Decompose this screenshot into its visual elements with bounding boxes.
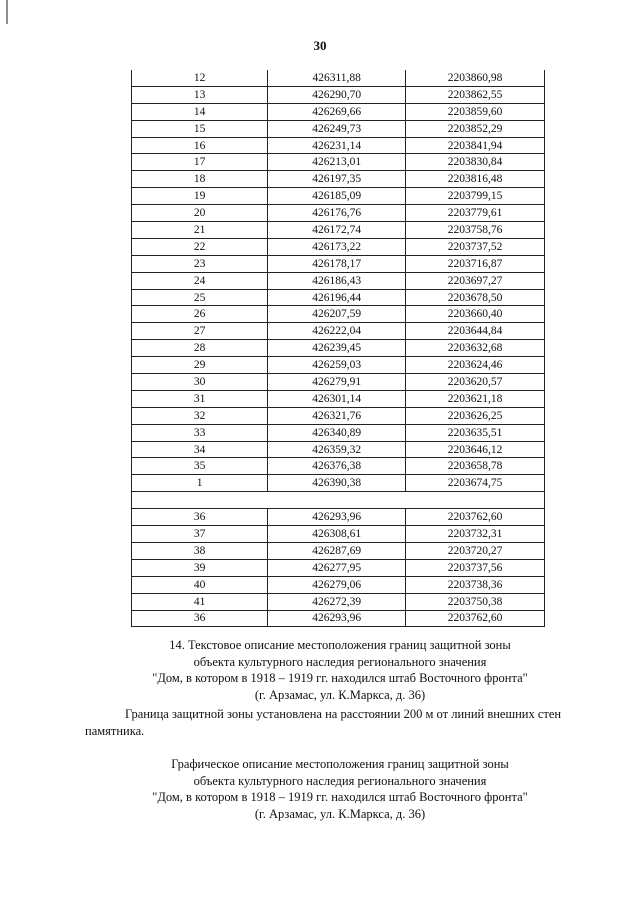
- y-coordinate-cell: 2203646,12: [406, 441, 545, 458]
- table-row: [132, 475, 545, 492]
- separator-cell: [132, 492, 545, 509]
- table-row: [132, 154, 545, 171]
- point-number-cell: 23: [132, 255, 268, 272]
- y-coordinate-cell: 2203716,87: [406, 255, 545, 272]
- point-number-cell: 12: [132, 70, 268, 86]
- table-row: [132, 526, 545, 543]
- x-coordinate-cell: 426359,32: [268, 441, 406, 458]
- y-coordinate-cell: 2203732,31: [406, 526, 545, 543]
- point-number-cell: 20: [132, 205, 268, 222]
- point-number-cell: 36: [132, 509, 268, 526]
- x-coordinate-cell: 426231,14: [268, 137, 406, 154]
- y-coordinate-cell: 2203737,56: [406, 559, 545, 576]
- point-number-cell: 15: [132, 120, 268, 137]
- x-coordinate-cell: 426173,22: [268, 238, 406, 255]
- x-coordinate-cell: 426269,66: [268, 103, 406, 120]
- x-coordinate-cell: 426186,43: [268, 272, 406, 289]
- point-number-cell: 13: [132, 86, 268, 103]
- x-coordinate-cell: 426277,95: [268, 559, 406, 576]
- y-coordinate-cell: 2203737,52: [406, 238, 545, 255]
- x-coordinate-cell: 426172,74: [268, 222, 406, 239]
- y-coordinate-cell: 2203658,78: [406, 458, 545, 475]
- section-14-line-3: "Дом, в котором в 1918 – 1919 гг. находился штаб Восточного фронта": [152, 671, 528, 685]
- x-coordinate-cell: 426390,38: [268, 475, 406, 492]
- y-coordinate-cell: 2203750,38: [406, 593, 545, 610]
- x-coordinate-cell: 426301,14: [268, 390, 406, 407]
- x-coordinate-cell: 426213,01: [268, 154, 406, 171]
- x-coordinate-cell: 426259,03: [268, 357, 406, 374]
- point-number-cell: 37: [132, 526, 268, 543]
- table-row: [132, 542, 545, 559]
- y-coordinate-cell: 2203620,57: [406, 374, 545, 391]
- y-coordinate-cell: 2203862,55: [406, 86, 545, 103]
- table-row: [132, 610, 545, 627]
- x-coordinate-cell: 426376,38: [268, 458, 406, 475]
- table-row: [132, 137, 545, 154]
- x-coordinate-cell: 426290,70: [268, 86, 406, 103]
- x-coordinate-cell: 426279,06: [268, 576, 406, 593]
- table-row: [132, 357, 545, 374]
- table-row: [132, 441, 545, 458]
- table-row: [132, 559, 545, 576]
- page-number: 30: [313, 38, 327, 53]
- x-coordinate-cell: 426176,76: [268, 205, 406, 222]
- point-number-cell: 41: [132, 593, 268, 610]
- y-coordinate-cell: 2203674,75: [406, 475, 545, 492]
- graphic-line-3: "Дом, в котором в 1918 – 1919 гг. находился штаб Восточного фронта": [152, 790, 528, 804]
- table-row: [132, 255, 545, 272]
- table-row: [132, 272, 545, 289]
- x-coordinate-cell: 426287,69: [268, 542, 406, 559]
- y-coordinate-cell: 2203762,60: [406, 509, 545, 526]
- y-coordinate-cell: 2203830,84: [406, 154, 545, 171]
- point-number-cell: 19: [132, 188, 268, 205]
- point-number-cell: 27: [132, 323, 268, 340]
- x-coordinate-cell: 426185,09: [268, 188, 406, 205]
- x-coordinate-cell: 426272,39: [268, 593, 406, 610]
- point-number-cell: 39: [132, 559, 268, 576]
- x-coordinate-cell: 426222,04: [268, 323, 406, 340]
- table-row: [132, 103, 545, 120]
- point-number-cell: 32: [132, 407, 268, 424]
- x-coordinate-cell: 426197,35: [268, 171, 406, 188]
- y-coordinate-cell: 2203859,60: [406, 103, 545, 120]
- table-row: [132, 593, 545, 610]
- graphic-description-heading: [60, 756, 620, 822]
- point-number-cell: 1: [132, 475, 268, 492]
- y-coordinate-cell: 2203799,15: [406, 188, 545, 205]
- x-coordinate-cell: 426249,73: [268, 120, 406, 137]
- point-number-cell: 38: [132, 542, 268, 559]
- y-coordinate-cell: 2203660,40: [406, 306, 545, 323]
- table-row: [132, 390, 545, 407]
- point-number-cell: 22: [132, 238, 268, 255]
- section-14-line-1: 14. Текстовое описание местоположения границ защитной зоны: [169, 638, 511, 652]
- point-number-cell: 16: [132, 137, 268, 154]
- y-coordinate-cell: 2203758,76: [406, 222, 545, 239]
- table-row: [132, 86, 545, 103]
- point-number-cell: 24: [132, 272, 268, 289]
- graphic-line-2: объекта культурного наследия регионального значения: [193, 773, 487, 788]
- y-coordinate-cell: 2203624,46: [406, 357, 545, 374]
- zone-boundary-paragraph: [85, 706, 595, 723]
- table-row: [132, 188, 545, 205]
- y-coordinate-cell: 2203720,27: [406, 542, 545, 559]
- y-coordinate-cell: 2203779,61: [406, 205, 545, 222]
- x-coordinate-cell: 426178,17: [268, 255, 406, 272]
- table-separator-row: [132, 492, 545, 509]
- point-number-cell: 34: [132, 441, 268, 458]
- x-coordinate-cell: 426340,89: [268, 424, 406, 441]
- point-number-cell: 40: [132, 576, 268, 593]
- y-coordinate-cell: 2203632,68: [406, 340, 545, 357]
- y-coordinate-cell: 2203852,29: [406, 120, 545, 137]
- coordinates-table: [131, 70, 545, 627]
- y-coordinate-cell: 2203678,50: [406, 289, 545, 306]
- point-number-cell: 21: [132, 222, 268, 239]
- y-coordinate-cell: 2203738,36: [406, 576, 545, 593]
- section-14-line-4: (г. Арзамас, ул. К.Маркса, д. 36): [254, 687, 426, 702]
- section-14-line-2: объекта культурного наследия регионального значения: [193, 654, 487, 669]
- table-row: [132, 323, 545, 340]
- y-coordinate-cell: 2203644,84: [406, 323, 545, 340]
- y-coordinate-cell: 2203635,51: [406, 424, 545, 441]
- table-row: [132, 407, 545, 424]
- point-number-cell: 14: [132, 103, 268, 120]
- table-row: [132, 171, 545, 188]
- x-coordinate-cell: 426279,91: [268, 374, 406, 391]
- y-coordinate-cell: 2203621,18: [406, 390, 545, 407]
- table-row: [132, 120, 545, 137]
- x-coordinate-cell: 426207,59: [268, 306, 406, 323]
- point-number-cell: 30: [132, 374, 268, 391]
- x-coordinate-cell: 426308,61: [268, 526, 406, 543]
- y-coordinate-cell: 2203626,25: [406, 407, 545, 424]
- x-coordinate-cell: 426196,44: [268, 289, 406, 306]
- point-number-cell: 36: [132, 610, 268, 627]
- point-number-cell: 25: [132, 289, 268, 306]
- table-row: [132, 222, 545, 239]
- point-number-cell: 18: [132, 171, 268, 188]
- y-coordinate-cell: 2203762,60: [406, 610, 545, 627]
- coordinates-table-body: [132, 70, 545, 627]
- graphic-line-1: Графическое описание местоположения границ защитной зоны: [171, 757, 509, 771]
- x-coordinate-cell: 426321,76: [268, 407, 406, 424]
- x-coordinate-cell: 426293,96: [268, 610, 406, 627]
- point-number-cell: 35: [132, 458, 268, 475]
- y-coordinate-cell: 2203816,48: [406, 171, 545, 188]
- table-row: [132, 289, 545, 306]
- y-coordinate-cell: 2203860,98: [406, 70, 545, 86]
- table-row: [132, 306, 545, 323]
- x-coordinate-cell: 426239,45: [268, 340, 406, 357]
- point-number-cell: 26: [132, 306, 268, 323]
- point-number-cell: 33: [132, 424, 268, 441]
- x-coordinate-cell: 426311,88: [268, 70, 406, 86]
- section-14-heading: [60, 637, 620, 703]
- scan-edge-mark: [6, 0, 8, 24]
- table-row: [132, 238, 545, 255]
- table-row: [132, 424, 545, 441]
- graphic-line-4: (г. Арзамас, ул. К.Маркса, д. 36): [254, 806, 426, 821]
- table-row: [132, 509, 545, 526]
- table-row: [132, 70, 545, 86]
- table-row: [132, 458, 545, 475]
- y-coordinate-cell: 2203697,27: [406, 272, 545, 289]
- point-number-cell: 17: [132, 154, 268, 171]
- point-number-cell: 29: [132, 357, 268, 374]
- table-row: [132, 374, 545, 391]
- paragraph-line-1: Граница защитной зоны установлена на расстоянии 200 м от линий внешних стен: [125, 707, 562, 721]
- table-row: [132, 205, 545, 222]
- y-coordinate-cell: 2203841,94: [406, 137, 545, 154]
- table-row: [132, 576, 545, 593]
- point-number-cell: 28: [132, 340, 268, 357]
- point-number-cell: 31: [132, 390, 268, 407]
- x-coordinate-cell: 426293,96: [268, 509, 406, 526]
- paragraph-continuation: памятника.: [85, 724, 145, 738]
- table-row: [132, 340, 545, 357]
